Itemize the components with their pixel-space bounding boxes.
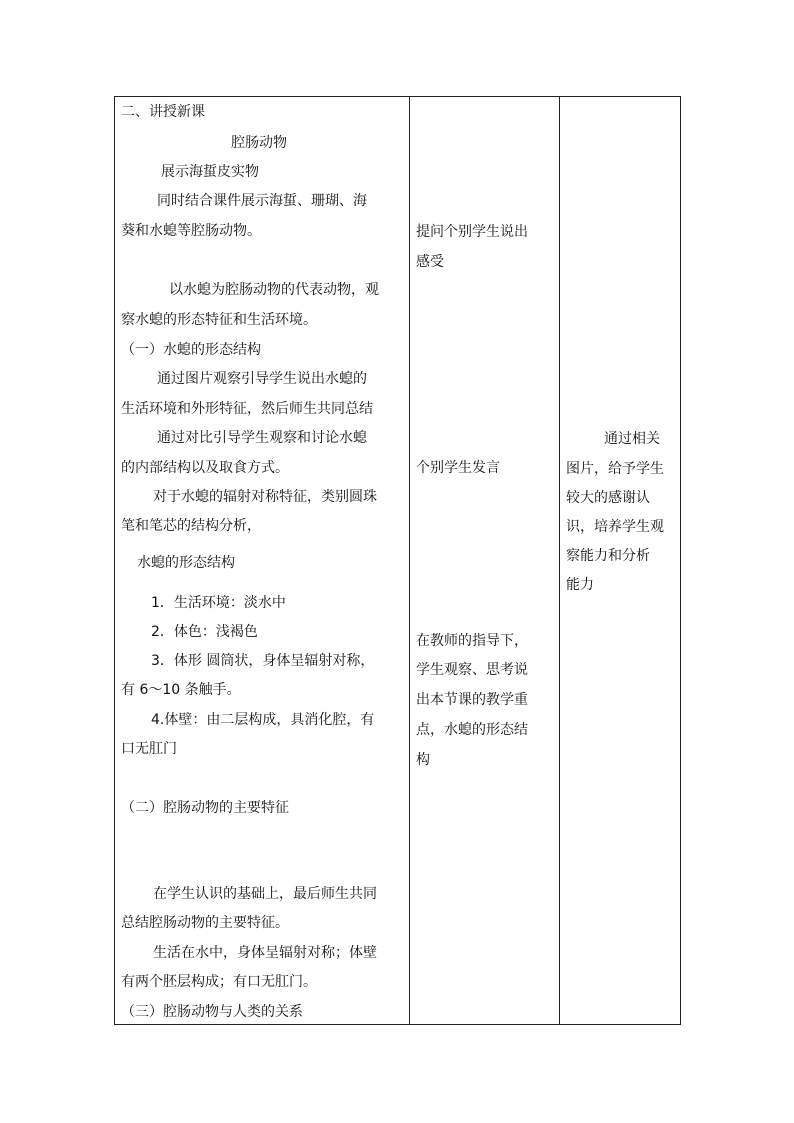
design-intent-cell [560,97,680,1024]
list-item: 1．生活环境：淡水中 [151,595,286,611]
text-line: 展示海蜇皮实物 [161,164,259,180]
text-line: 能力 [566,577,594,593]
text-line: 有两个胚层构成；有口无肛门。 [121,974,317,990]
text-line: 出本节课的教学重 [416,692,528,708]
list-item: 3．体形 圆筒状，身体呈辐射对称， [151,653,375,669]
text-line: 葵和水螅等腔肠动物。 [121,223,261,239]
section-heading: 二、讲授新课 [121,104,205,120]
lesson-table [114,96,681,1025]
text-line: 图片，给予学生 [566,461,664,477]
text-line: 对于水螅的辐射对称特征，类别圆珠 [153,489,377,505]
text-line: 以水螅为腔肠动物的代表动物，观 [169,282,379,298]
subsection-heading: （一）水螅的形态结构 [121,342,261,358]
topic-title: 腔肠动物 [231,135,287,151]
text-line: 在学生认识的基础上，最后师生共同 [153,886,377,902]
text-line: 生活环境和外形特征，然后师生共同总结 [121,401,373,417]
list-item: 2．体色：浅褐色 [151,624,258,640]
text-line: 的内部结构以及取食方式。 [121,460,289,476]
text-line: 点，水螅的形态结 [416,722,528,738]
text-line: 个别学生发言 [416,460,500,476]
text-line: 识，培养学生观 [566,519,664,535]
list-item: 有 6～10 条触手。 [121,682,241,698]
text-line: 在教师的指导下， [416,633,528,649]
text-line: 笔和笔芯的结构分析， [121,518,261,534]
text-line: 通过对比引导学生观察和讨论水螅 [157,430,367,446]
text-line: 同时结合课件展示海蜇、珊瑚、海 [157,193,367,209]
text-line: 察能力和分析 [566,548,650,564]
text-line: 通过图片观察引导学生说出水螅的 [157,371,367,387]
text-line: 水螅的形态结构 [137,555,235,571]
text-line: 学生观察、思考说 [416,662,528,678]
text-line: 察水螅的形态特征和生活环境。 [121,312,317,328]
teaching-content-cell [115,97,409,1024]
student-activity-cell [410,97,559,1024]
text-line: 生活在水中，身体呈辐射对称；体壁 [153,945,377,961]
list-item: 口无肛门 [121,741,177,757]
text-line: 构 [416,752,430,768]
list-item: 4.体壁：由二层构成，具消化腔，有 [151,712,375,728]
text-line: 感受 [416,254,444,270]
subsection-heading: （二）腔肠动物的主要特征 [121,800,289,816]
text-line: 提问个别学生说出 [416,224,528,240]
text-line: 总结腔肠动物的主要特征。 [121,915,289,931]
subsection-heading: （三）腔肠动物与人类的关系 [121,1004,303,1020]
text-line: 较大的感谢认 [566,490,650,506]
text-line: 通过相关 [604,431,660,447]
